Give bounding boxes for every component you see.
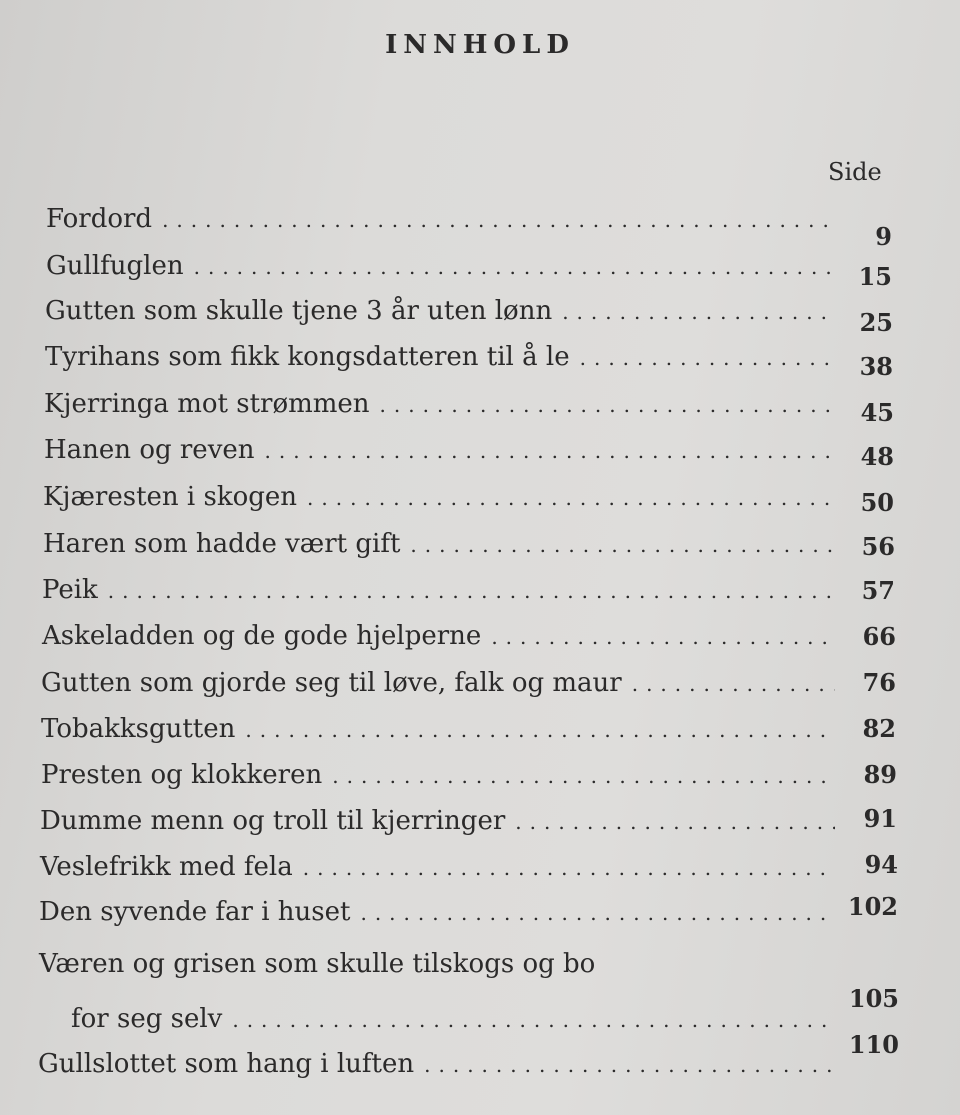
toc-page-number: 50 — [860, 488, 894, 517]
toc-entry-title: Gullfuglen — [46, 251, 184, 281]
toc-entry — [42, 617, 835, 651]
dot-leader — [410, 531, 835, 559]
toc-entry-title: Gullslottet som hang i luften — [38, 1049, 415, 1079]
dot-leader — [307, 484, 835, 512]
toc-page-number: 56 — [861, 532, 895, 561]
toc-page-number: 9 — [875, 222, 892, 251]
toc-entry — [44, 385, 835, 419]
toc-entry — [46, 247, 835, 281]
page-column-header: Side — [828, 158, 882, 186]
toc-entry-title: Gutten som gjorde seg til løve, falk og maur — [41, 668, 622, 698]
toc-entry-title: Hanen og reven — [44, 435, 255, 465]
toc-entry — [40, 848, 835, 882]
toc-page-number: 45 — [860, 398, 894, 427]
toc-entry — [44, 431, 835, 465]
toc-page-number: 94 — [864, 850, 898, 879]
toc-page-number: 102 — [847, 892, 898, 921]
toc-page-number: 38 — [859, 352, 893, 381]
toc-page-number: 57 — [861, 576, 895, 605]
dot-leader — [515, 808, 835, 836]
toc-page-number: 89 — [863, 760, 897, 789]
toc-entry-title: Presten og klokkeren — [41, 760, 323, 790]
toc-entry — [39, 945, 835, 979]
toc-entry-title: Veslefrikk med fela — [40, 852, 293, 882]
toc-page-number: 110 — [848, 1030, 899, 1059]
dot-leader — [194, 253, 835, 281]
toc-entry — [39, 893, 835, 927]
toc-entry — [40, 802, 835, 836]
dot-leader — [232, 1006, 835, 1034]
toc-page-number: 66 — [862, 622, 896, 651]
dot-leader — [491, 623, 835, 651]
toc-entry — [43, 525, 835, 559]
toc-entry-title: Peik — [42, 575, 98, 605]
toc-entry-title: Væren og grisen som skulle tilskogs og bo — [39, 949, 596, 979]
toc-page-number: 48 — [860, 442, 894, 471]
page-title: INNHOLD — [385, 30, 575, 60]
toc-entry-title: for seg selv — [71, 1004, 223, 1034]
toc-page-number: 15 — [858, 262, 892, 291]
toc-entry-title: Kjæresten i skogen — [43, 482, 298, 512]
toc-entry — [41, 710, 835, 744]
toc-entry — [71, 1000, 835, 1034]
dot-leader — [380, 391, 835, 419]
toc-entry — [46, 200, 835, 234]
dot-leader — [303, 854, 835, 882]
dot-leader — [265, 437, 835, 465]
toc-entry-title: Tyrihans som fikk kongsdatteren til å le — [45, 342, 570, 372]
dot-leader — [360, 899, 835, 927]
dot-leader — [424, 1051, 835, 1079]
toc-page-number: 25 — [859, 308, 893, 337]
dot-leader — [162, 206, 835, 234]
toc-entry-title: Gutten som skulle tjene 3 år uten lønn — [45, 296, 553, 326]
toc-entry — [45, 292, 835, 326]
toc-entry-title: Kjerringa mot strømmen — [44, 389, 370, 419]
toc-entry-title: Den syvende far i huset — [39, 897, 351, 927]
dot-leader — [245, 716, 835, 744]
toc-page-number: 105 — [848, 984, 899, 1013]
dot-leader — [632, 670, 835, 698]
toc-entry-title: Dumme menn og troll til kjerringer — [40, 806, 506, 836]
toc-entry — [41, 756, 835, 790]
toc-entry-title: Haren som hadde vært gift — [43, 529, 401, 559]
dot-leader — [580, 344, 835, 372]
toc-entry — [43, 478, 835, 512]
toc-entry — [41, 664, 835, 698]
toc-page-number: 91 — [863, 804, 897, 833]
toc-page-number: 76 — [862, 668, 896, 697]
toc-entry-title: Tobakksgutten — [41, 714, 236, 744]
toc-entry — [45, 338, 835, 372]
toc-entry-title: Fordord — [46, 204, 153, 234]
dot-leader — [562, 298, 835, 326]
dot-leader — [108, 577, 835, 605]
toc-entry — [38, 1045, 835, 1079]
toc-entry-title: Askeladden og de gode hjelperne — [42, 621, 482, 651]
dot-leader — [332, 762, 835, 790]
toc-entry — [42, 571, 835, 605]
toc-page-number: 82 — [862, 714, 896, 743]
